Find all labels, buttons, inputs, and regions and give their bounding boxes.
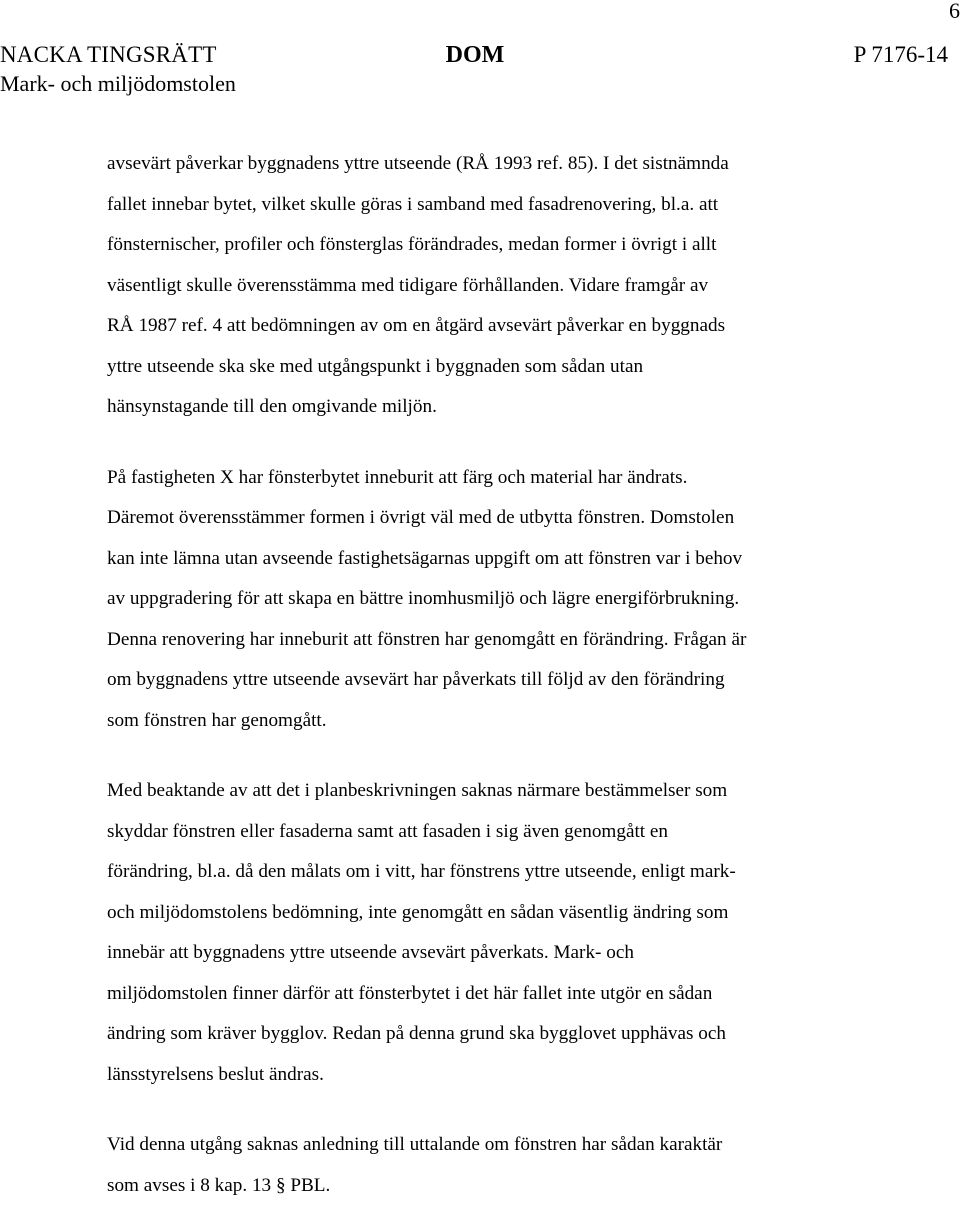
page-number: 6 — [949, 0, 960, 23]
text-line: miljödomstolen finner därför att fönsterbytet i det här fallet inte utgör en sådan — [107, 982, 713, 1004]
paragraph — [107, 144, 907, 428]
text-line: förändring, bl.a. då den målats om i vitt, har fönstrens yttre utseende, enligt mark- — [107, 861, 736, 882]
document-type: DOM — [445, 42, 505, 68]
court-division: Mark- och miljödomstolen — [0, 71, 236, 96]
paragraph — [107, 771, 907, 1095]
text-line: På fastigheten X har fönsterbytet inneburit att färg och material har ändrats. — [107, 466, 688, 488]
text-line: ändring som kräver bygglov. Redan på denna grund ska bygglovet upphävas och — [107, 1023, 727, 1044]
case-number: P 7176-14 — [853, 42, 948, 67]
text-line: fönsternischer, profiler och fönsterglas förändrades, medan former i övrigt i allt — [107, 234, 717, 255]
text-line: och miljödomstolens bedömning, inte genomgått en sådan väsentlig ändring som — [107, 901, 729, 923]
text-line: hänsynstagande till den omgivande miljön. — [107, 396, 437, 417]
text-line: kan inte lämna utan avseende fastighetsägarnas uppgift om att fönstren var i behov — [107, 547, 743, 569]
text-line: Däremot överensstämmer formen i övrigt väl med de utbytta fönstren. Domstolen — [107, 507, 735, 528]
text-line: yttre utseende ska ske med utgångspunkt i byggnaden som sådan utan — [107, 355, 644, 377]
text-line: RÅ 1987 ref. 4 att bedömningen av om en åtgärd avsevärt påverkar en byggnads — [107, 315, 726, 336]
text-line: avsevärt påverkar byggnadens yttre utseende (RÅ 1993 ref. 85). I det sistnämnda — [107, 153, 729, 174]
court-name: NACKA TINGSRÄTT — [0, 42, 217, 67]
text-line: fallet innebar bytet, vilket skulle göras i samband med fasadrenovering, bl.a. att — [107, 193, 719, 215]
text-line: Vid denna utgång saknas anledning till uttalande om fönstren har sådan karaktär — [107, 1134, 723, 1155]
text-line: av uppgradering för att skapa en bättre inomhusmiljö och lägre energiförbrukning. — [107, 588, 740, 609]
text-line: Med beaktande av att det i planbeskrivningen saknas närmare bestämmelser som — [107, 780, 728, 801]
text-line: om byggnadens yttre utseende avsevärt har påverkats till följd av den förändring — [107, 669, 725, 690]
text-line: innebär att byggnadens yttre utseende avsevärt påverkats. Mark- och — [107, 942, 634, 963]
text-line: som avses i 8 kap. 13 § PBL. — [107, 1174, 331, 1196]
text-line: Denna renovering har inneburit att fönstren har genomgått en förändring. Frågan är — [107, 628, 747, 650]
text-line: väsentligt skulle överensstämma med tidigare förhållanden. Vidare framgår av — [107, 274, 709, 296]
text-line: skyddar fönstren eller fasaderna samt att fasaden i sig även genomgått en — [107, 820, 669, 842]
text-line: länsstyrelsens beslut ändras. — [107, 1063, 324, 1085]
text-line: som fönstren har genomgått. — [107, 709, 327, 731]
paragraph — [107, 1125, 907, 1206]
document-body — [107, 144, 907, 1206]
document-header — [0, 40, 948, 100]
paragraph — [107, 458, 907, 742]
